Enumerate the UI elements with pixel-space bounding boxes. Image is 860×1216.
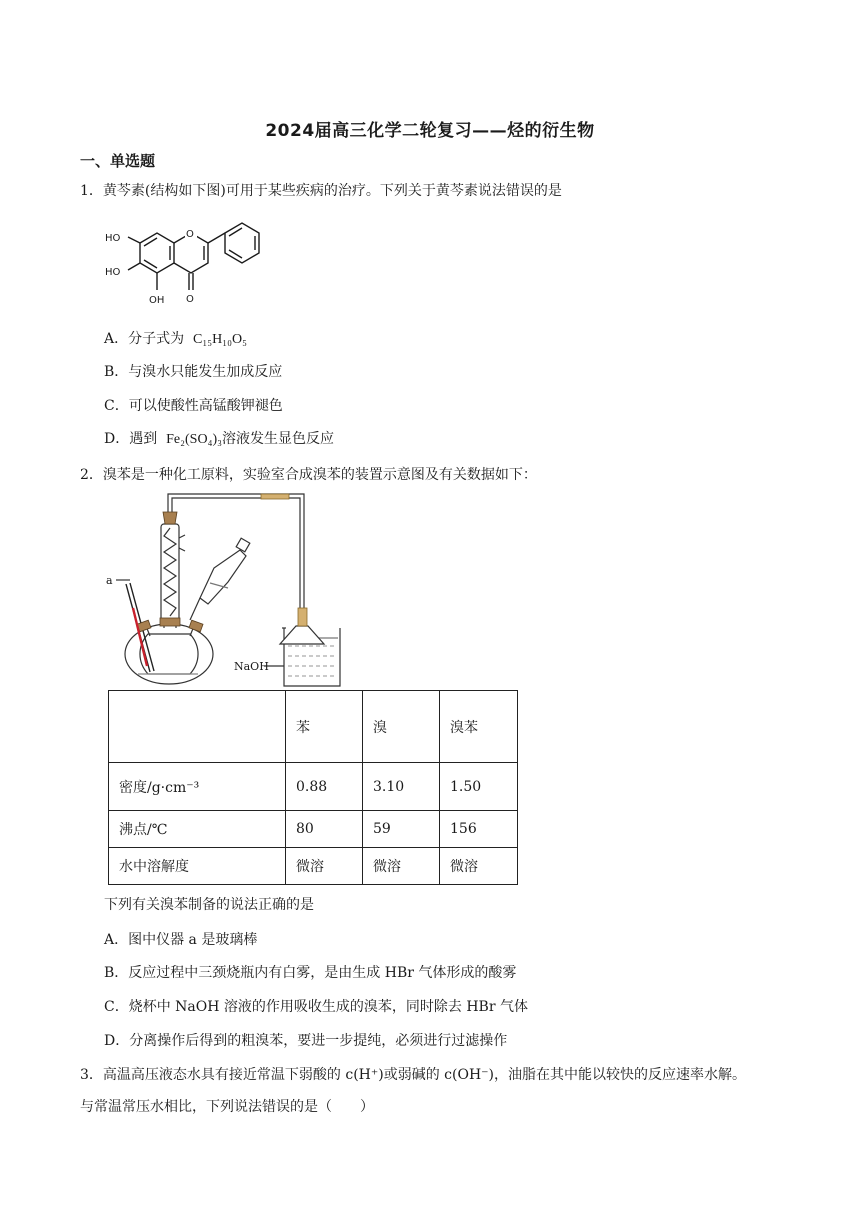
section-heading: 一、单选题	[80, 152, 156, 170]
ring-oxygen-label: O	[186, 229, 194, 240]
q2-option-a: A．图中仪器 a 是玻璃棒	[104, 932, 258, 948]
table-header-cell: 溴	[363, 691, 440, 763]
hydroxyl-label-6: HO	[105, 267, 121, 278]
question-2-stem: 2．溴苯是一种化工原料，实验室合成溴苯的装置示意图及有关数据如下：	[80, 467, 537, 483]
q2-option-b: B．反应过程中三颈烧瓶内有白雾，是由生成 HBr 气体形成的酸雾	[104, 965, 517, 981]
hydroxyl-label-7: HO	[105, 233, 121, 244]
table-cell: 3.10	[363, 763, 440, 811]
table-row	[109, 811, 518, 848]
table-cell: 59	[363, 811, 440, 848]
table-row	[109, 848, 518, 885]
hydroxyl-label-5: OH	[149, 295, 165, 306]
q1-option-a-text: A．分子式为	[104, 331, 185, 347]
question-3-line-2: 与常温常压水相比，下列说法错误的是（ ）	[80, 1099, 374, 1115]
q1-option-a	[104, 328, 247, 348]
properties-table	[108, 690, 518, 885]
table-row	[109, 763, 518, 811]
table-cell: 0.88	[286, 763, 363, 811]
page-title: 2024届高三化学二轮复习——烃的衍生物	[265, 121, 595, 141]
table-header-cell: 溴苯	[440, 691, 518, 763]
table-cell: 80	[286, 811, 363, 848]
q1-option-b: B．与溴水只能发生加成反应	[104, 364, 283, 380]
table-header-cell: 苯	[286, 691, 363, 763]
table-cell: 密度/g·cm⁻³	[109, 763, 286, 811]
baicalein-structure	[100, 210, 280, 315]
q1-option-d-prefix: D．遇到	[104, 431, 158, 447]
table-cell: 微溶	[286, 848, 363, 885]
apparatus-label-naoh: NaOH	[234, 660, 269, 673]
question-1-stem: 1．黄芩素(结构如下图)可用于某些疾病的治疗。下列关于黄芩素说法错误的是	[80, 183, 562, 199]
table-cell: 微溶	[363, 848, 440, 885]
question-3-line-1: 3．高温高压液态水具有接近常温下弱酸的 c(H⁺)或弱碱的 c(OH⁻)，油脂在其中能以较快的反应速率水解。	[80, 1067, 747, 1083]
table-cell: 1.50	[440, 763, 518, 811]
q2-option-d: D．分离操作后得到的粗溴苯，要进一步提纯，必须进行过滤操作	[104, 1033, 508, 1049]
carbonyl-oxygen-label: O	[186, 294, 194, 305]
q1-option-a-formula: C₁₅H₁₀O₅	[193, 332, 247, 347]
table-cell: 水中溶解度	[109, 848, 286, 885]
q1-option-c: C．可以使酸性高锰酸钾褪色	[104, 398, 283, 414]
table-header-cell	[109, 691, 286, 763]
q2-option-c: C．烧杯中 NaOH 溶液的作用吸收生成的溴苯，同时除去 HBr 气体	[104, 999, 528, 1015]
table-cell: 微溶	[440, 848, 518, 885]
q2-prompt: 下列有关溴苯制备的说法正确的是	[104, 897, 314, 913]
apparatus-label-a: a	[106, 574, 113, 587]
q1-option-d-formula: Fe₂(SO₄)₃	[166, 432, 223, 447]
table-header-row	[109, 691, 518, 763]
bromobenzene-apparatus	[100, 488, 360, 690]
table-cell: 156	[440, 811, 518, 848]
table-cell: 沸点/℃	[109, 811, 286, 848]
q1-option-d	[104, 428, 334, 448]
question-3-stem	[80, 1062, 820, 1120]
q1-option-d-suffix: 溶液发生显色反应	[222, 431, 335, 447]
